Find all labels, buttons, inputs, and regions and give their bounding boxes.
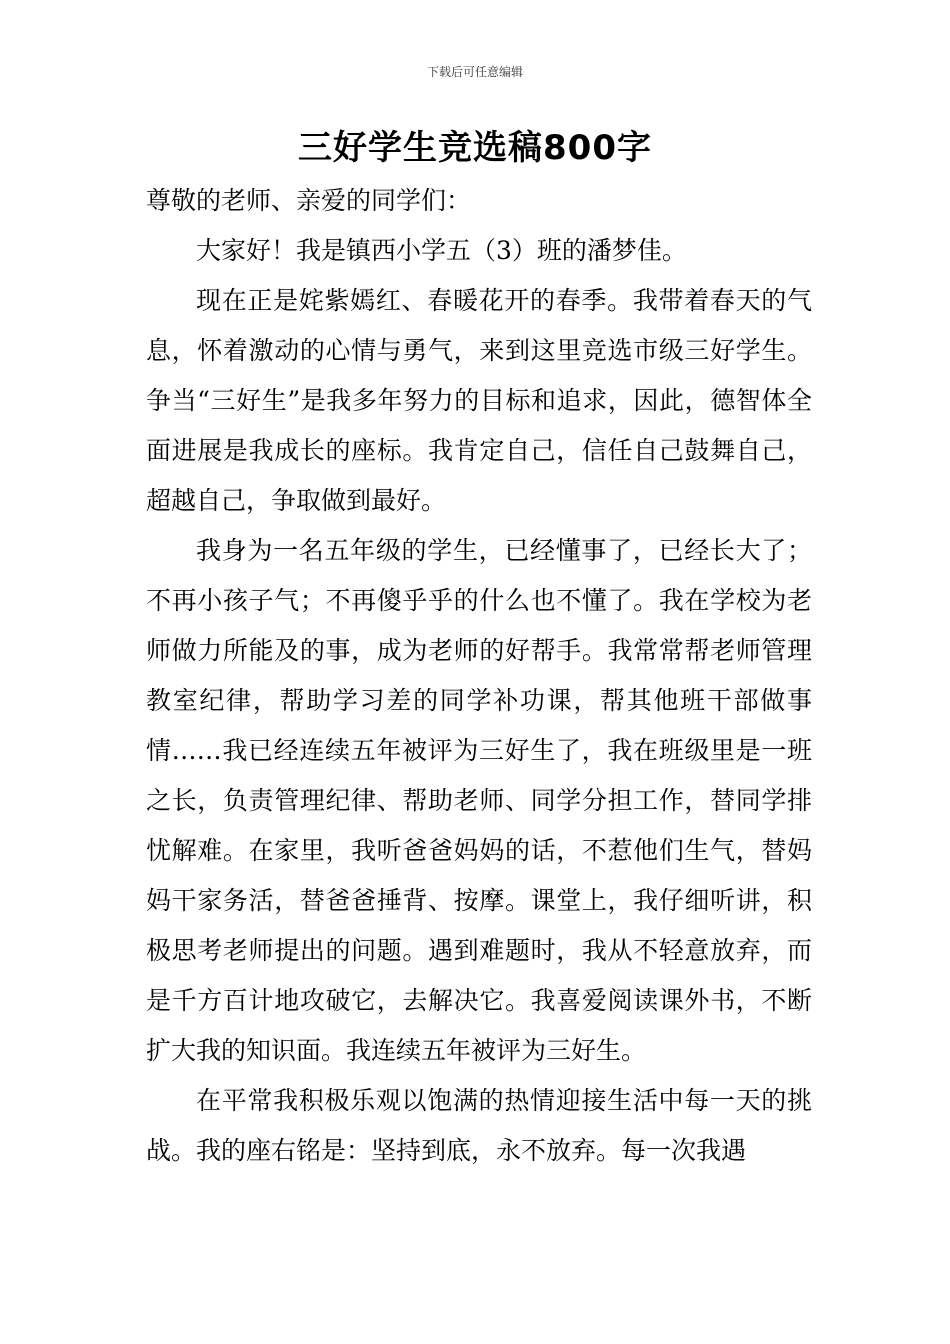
greeting-line: 尊敬的老师、亲爱的同学们： (146, 186, 472, 215)
paragraph-motto: 在平常我积极乐观以饱满的热情迎接生活中每一天的挑战。我的座右铭是：坚持到底，永不放弃。每一次我遇 (146, 1086, 812, 1165)
document-body (146, 176, 812, 1176)
paragraph-intro: 大家好！我是镇西小学五（3）班的潘梦佳。 (196, 236, 687, 265)
document-title: 三好学生竞选稿800字 (298, 128, 652, 168)
paragraph-school-life: 我身为一名五年级的学生，已经懂事了，已经长大了；不再小孩子气；不再傻乎乎的什么也不懂了。我在学校为老师做力所能及的事，成为老师的好帮手。我常常帮老师管理教室纪律，帮助学习差的同学补功课，帮其他班干部做事情……我已经连续五年被评为三好生了，我在班级里是一班之长，负责管理纪律、帮助老师、同学分担工作，替同学排忧解难。在家里，我听爸爸妈妈的话，不惹他们生气，替妈妈干家务活，替爸爸捶背、按摩。课堂上，我仔细听讲，积极思考老师提出的问题。遇到难题时，我从不轻意放弃，而是千方百计地攻破它，去解决它。我喜爱阅读课外书，不断扩大我的知识面。我连续五年被评为三好生。 (146, 536, 812, 1065)
header-note: 下载后可任意编辑 (426, 65, 523, 79)
paragraph-spring: 现在正是姹紫嫣红、春暖花开的春季。我带着春天的气息，怀着激动的心情与勇气，来到这里竞选市级三好学生。争当“三好生”是我多年努力的目标和追求，因此，德智体全面进展是我成长的座标。我肯定自己，信任自己鼓舞自己，超越自己，争取做到最好。 (146, 286, 812, 515)
